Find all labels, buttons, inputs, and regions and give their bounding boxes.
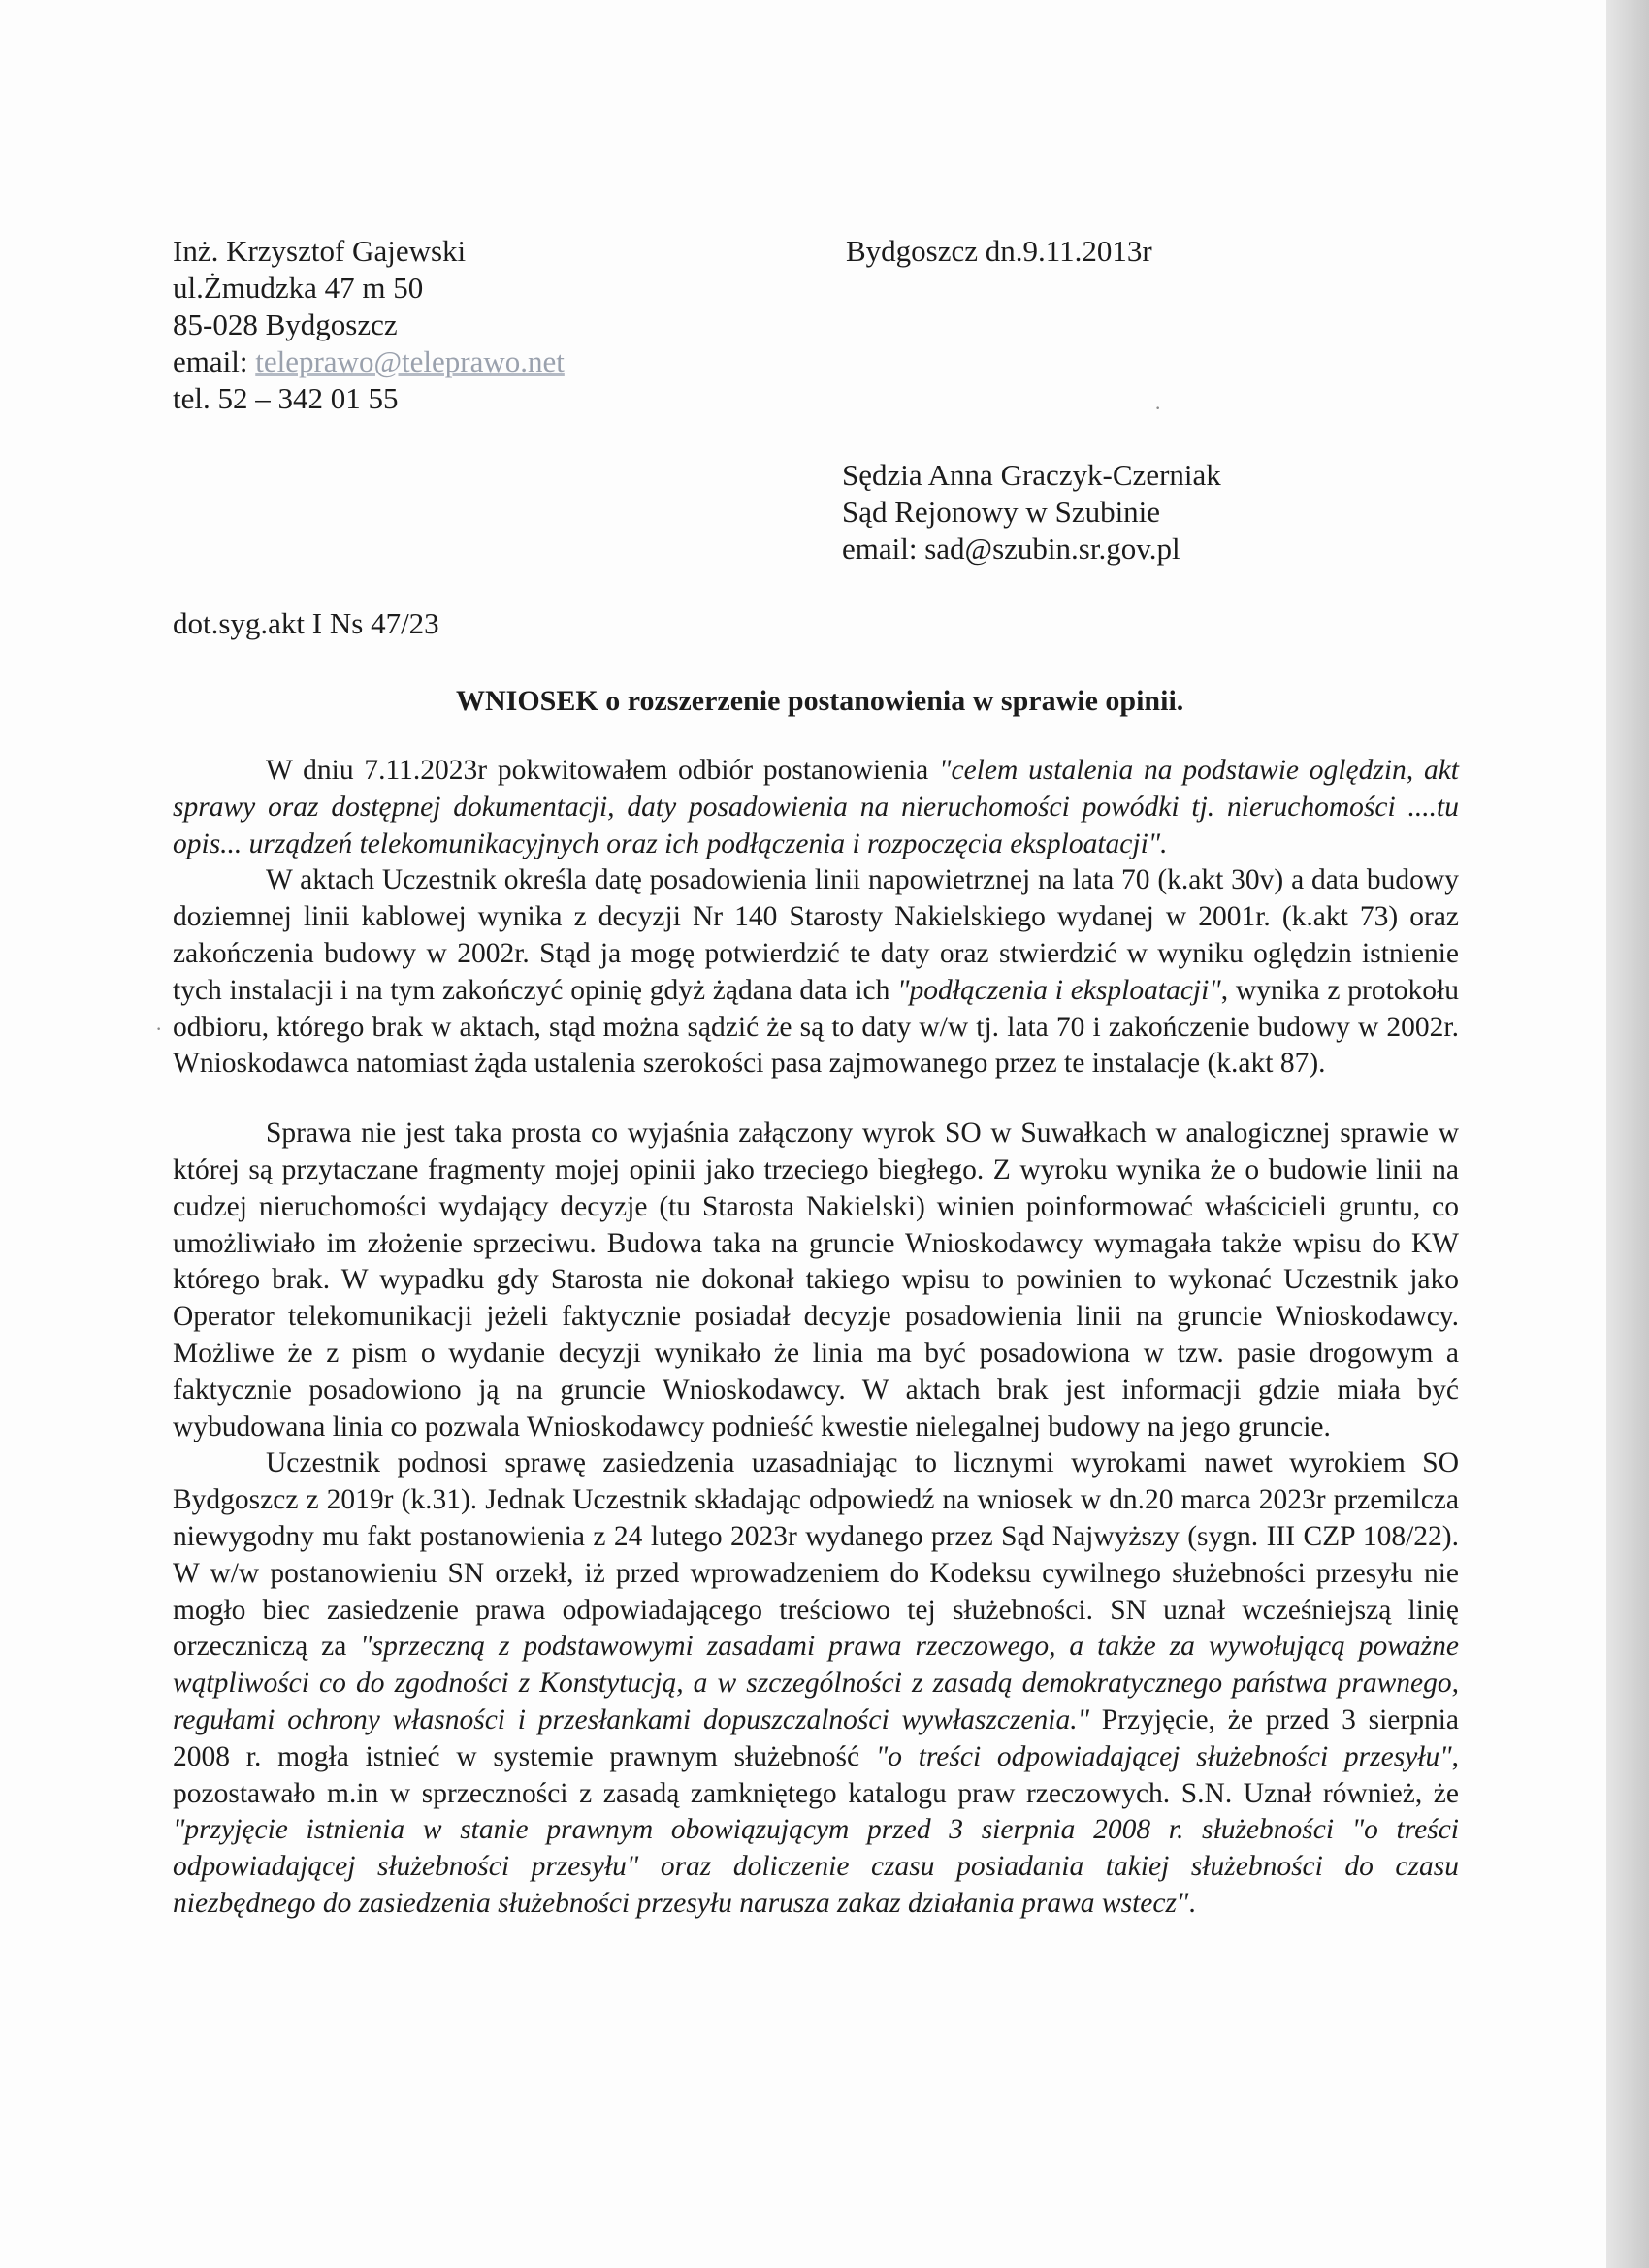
- sender-phone: tel. 52 – 342 01 55: [173, 381, 399, 415]
- recipient-name: Sędzia Anna Graczyk-Czerniak: [842, 458, 1221, 492]
- recipient-court: Sąd Rejonowy w Szubinie: [842, 495, 1161, 529]
- sender-city: 85-028 Bydgoszcz: [173, 308, 398, 341]
- sender-block: [173, 233, 565, 417]
- paragraph-text: .: [1188, 1887, 1196, 1919]
- letter-body: [173, 753, 1459, 1923]
- paragraph-quote: "podłączenia i eksploatacji": [897, 974, 1221, 1006]
- paragraph-quote: "przyjęcie istnienia w stanie prawnym obowiązującym przed 3 sierpnia 2008 r. służebności "o treści odpowiadającej służebności przesyłu" oraz doliczenie czasu posiadania takiej służebności do czasu niezbędnego do zasiedzenia służebności przesyłu narusza zakaz działania prawa wstecz": [173, 1814, 1459, 1919]
- place-and-date: Bydgoszcz dn.9.11.2013r: [846, 234, 1152, 268]
- sender-street: ul.Żmudzka 47 m 50: [173, 271, 424, 305]
- paragraph-text: , wynika z protokołu odbioru, którego brak w aktach, stąd można sądzić że są to daty w/w tj. lata 70 i zakończenie budowy w 2002r. Wnioskodawca natomiast żąda ustalenia szerokości pasa zajmowanego przez te instalacje (k.akt 87).: [173, 974, 1459, 1080]
- paragraph-quote: "o treści odpowiadającej służebności przesyłu": [875, 1740, 1452, 1772]
- paragraph-text: W dniu 7.11.2023r pokwitowałem odbiór postanowienia: [266, 755, 940, 786]
- body-paragraph-2: [173, 862, 1459, 1083]
- paragraph-text: Przyjęcie, że przed 3 sierpnia 2008 r. mogła istnieć w systemie prawnym służebność: [173, 1703, 1460, 1772]
- letter-heading: WNIOSEK o rozszerzenie postanowienia w sprawie opinii.: [456, 685, 1184, 717]
- sender-email-line: [173, 343, 565, 380]
- body-paragraph-1: [173, 753, 1459, 862]
- sender-email-label: email:: [173, 344, 248, 378]
- sender-name: Inż. Krzysztof Gajewski: [173, 234, 467, 268]
- recipient-block: [842, 457, 1221, 567]
- paragraph-text: Uczestnik podnosi sprawę zasiedzenia uzasadniając to licznymi wyrokami nawet wyrokiem SO Bydgoszcz z 2019r (k.31). Jednak Uczestnik składając odpowiedź na wniosek w dn.20 marca 2023r przemilcza niewygodny mu fakt postanowienia z 24 lutego 2023r wydanego przez Sąd Najwyższy (sygn. III CZP 108/22). W w/w postanowieniu SN orzekł, iż przed wprowadzeniem do Kodeksu cywilnego służebności przesyłu nie mogło biec zasiedzenie prawa odpowiadającego treściowo tej służebności. SN uznał wcześniejszą linię orzeczniczą za: [173, 1447, 1459, 1663]
- scan-dust-mark: ·: [155, 1017, 163, 1041]
- paragraph-quote: "celem ustalenia na podstawie oględzin, akt sprawy oraz dostępnej dokumentacji, daty posadowienia na nieruchomości powódki tj. nieruchomości ....tu opis... urządzeń telekomunikacyjnych oraz ich podłączenia i rozpoczęcia eksploatacji".: [173, 755, 1459, 859]
- case-reference: dot.syg.akt I Ns 47/23: [173, 606, 439, 640]
- paragraph-text: W aktach Uczestnik określa datę posadowienia linii napowietrznej na lata 70 (k.akt 30v) a data budowy doziemnej linii kablowej wynika z decyzji Nr 140 Starosty Nakielskiego wydanej w 2001r. (k.akt 73) oraz zakończenia budowy w 2002r. Stąd ja mogę potwierdzić te daty oraz stwierdzić w wyniku oględzin istnienie tych instalacji i na tym zakończyć opinię gdyż żądana data ich: [173, 864, 1459, 1006]
- paragraph-text: , pozostawało m.in w sprzeczności z zasadą zamkniętego katalogu praw rzeczowych. S.N. Uznał również, że: [173, 1740, 1459, 1809]
- sender-email-link[interactable]: teleprawo@teleprawo.net: [255, 344, 565, 378]
- recipient-email: email: sad@szubin.sr.gov.pl: [842, 532, 1180, 566]
- scan-dust-mark: ·: [1154, 396, 1162, 420]
- paragraph-quote: "sprzeczną z podstawowymi zasadami prawa rzeczowego, a także za wywołującą poważne wątpliwości co do zgodności z Konstytucją, a w szczególności z zasadą demokratycznego państwa prawnego, regułami ochrony własności i przesłankami dopuszczalności wywłaszczenia.": [173, 1631, 1459, 1735]
- body-paragraph-3: Sprawa nie jest taka prosta co wyjaśnia załączony wyrok SO w Suwałkach w analogicznej sprawie w której są przytaczane fragmenty mojej opinii jako trzeciego biegłego. Z wyroku wynika że o budowie linii na cudzej nieruchomości wydający decyzje (tu Starosta Nakielski) winien poinformować właścicieli gruntu, co umożliwiało im złożenie sprzeciwu. Budowa taka na gruncie Wnioskodawcy wymagała także wpisu do KW którego brak. W wypadku gdy Starosta nie dokonał takiego wpisu to powinien to wykonać Uczestnik jako Operator telekomunikacji jeżeli faktycznie posiadał decyzje posadowienia linii na gruncie Wnioskodawcy. Możliwe że z pism o wydanie decyzji wynikało że linia ma być posadowiona w tzw. pasie drogowym a faktycznie posadowiono ją na gruncie Wnioskodawcy. W aktach brak jest informacji gdzie miała być wybudowana linia co pozwala Wnioskodawcy podnieść kwestie nielegalnej budowy na jego gruncie.: [173, 1118, 1459, 1442]
- scan-page-edge: [1606, 0, 1649, 2268]
- body-paragraph-4: [173, 1445, 1459, 1922]
